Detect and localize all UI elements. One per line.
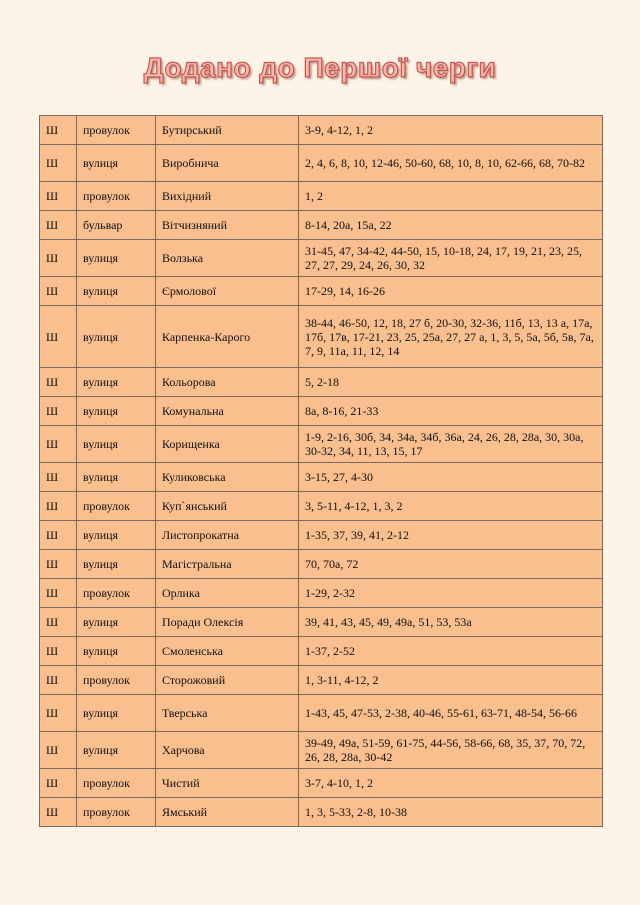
- house-numbers-cell: 1-43, 45, 47-53, 2-38, 40-46, 55-61, 63-71, 48-54, 56-66: [299, 695, 603, 732]
- district-cell: Ш: [40, 463, 77, 492]
- street-name-cell: Комунальна: [156, 397, 299, 426]
- table-row: [40, 240, 603, 277]
- table-row: [40, 608, 603, 637]
- page-title: Додано до Першої черги: [143, 52, 497, 83]
- table-row: [40, 550, 603, 579]
- house-numbers-cell: 38-44, 46-50, 12, 18, 27 б, 20-30, 32-36, 11б, 13, 13 а, 17а, 17б, 17в, 17-21, 23, 25, 25а, 27, 27 а, 1, 3, 5, 5а, 5б, 5в, 7а, 7, 9, 11а, 11, 12, 14: [299, 306, 603, 368]
- house-numbers-cell: 5, 2-18: [299, 368, 603, 397]
- street-name-cell: Сторожовий: [156, 666, 299, 695]
- street-name-cell: Чистий: [156, 769, 299, 798]
- street-name-cell: Смоленська: [156, 637, 299, 666]
- street-type-cell: вулиця: [77, 240, 156, 277]
- house-numbers-cell: 31-45, 47, 34-42, 44-50, 15, 10-18, 24, 17, 19, 21, 23, 25, 27, 27, 29, 24, 26, 30, 32: [299, 240, 603, 277]
- table-row: [40, 695, 603, 732]
- street-name-cell: Виробнича: [156, 145, 299, 182]
- street-type-cell: вулиця: [77, 637, 156, 666]
- district-cell: Ш: [40, 521, 77, 550]
- table-row: [40, 579, 603, 608]
- table-row: [40, 211, 603, 240]
- street-type-cell: провулок: [77, 666, 156, 695]
- table-row: [40, 145, 603, 182]
- table-row: [40, 521, 603, 550]
- house-numbers-cell: 2, 4, 6, 8, 10, 12-46, 50-60, 68, 10, 8, 10, 62-66, 68, 70-82: [299, 145, 603, 182]
- house-numbers-cell: 1-29, 2-32: [299, 579, 603, 608]
- street-name-cell: Волзька: [156, 240, 299, 277]
- street-type-cell: провулок: [77, 116, 156, 145]
- district-cell: Ш: [40, 695, 77, 732]
- street-type-cell: вулиця: [77, 426, 156, 463]
- district-cell: Ш: [40, 277, 77, 306]
- district-cell: Ш: [40, 306, 77, 368]
- street-name-cell: Вихідний: [156, 182, 299, 211]
- district-cell: Ш: [40, 116, 77, 145]
- street-name-cell: Єрмолової: [156, 277, 299, 306]
- street-type-cell: вулиця: [77, 277, 156, 306]
- street-name-cell: Вітчизняний: [156, 211, 299, 240]
- street-name-cell: Кольорова: [156, 368, 299, 397]
- district-cell: Ш: [40, 666, 77, 695]
- street-name-cell: Тверська: [156, 695, 299, 732]
- table-row: [40, 666, 603, 695]
- street-name-cell: Поради Олексія: [156, 608, 299, 637]
- table-row: [40, 798, 603, 827]
- house-numbers-cell: 3, 5-11, 4-12, 1, 3, 2: [299, 492, 603, 521]
- table-row: [40, 397, 603, 426]
- house-numbers-cell: 8-14, 20а, 15а, 22: [299, 211, 603, 240]
- district-cell: Ш: [40, 769, 77, 798]
- street-name-cell: Орлика: [156, 579, 299, 608]
- street-type-cell: провулок: [77, 798, 156, 827]
- street-type-cell: вулиця: [77, 695, 156, 732]
- table-row: [40, 637, 603, 666]
- street-type-cell: вулиця: [77, 145, 156, 182]
- street-type-cell: провулок: [77, 579, 156, 608]
- table-row: [40, 732, 603, 769]
- street-type-cell: провулок: [77, 492, 156, 521]
- table-row: [40, 426, 603, 463]
- street-name-cell: Корищенка: [156, 426, 299, 463]
- street-type-cell: вулиця: [77, 306, 156, 368]
- table-row: [40, 492, 603, 521]
- street-type-cell: провулок: [77, 769, 156, 798]
- street-name-cell: Куликовська: [156, 463, 299, 492]
- district-cell: Ш: [40, 240, 77, 277]
- house-numbers-cell: 39-49, 49а, 51-59, 61-75, 44-56, 58-66, 68, 35, 37, 70, 72, 26, 28, 28а, 30-42: [299, 732, 603, 769]
- house-numbers-cell: 1, 3, 5-33, 2-8, 10-38: [299, 798, 603, 827]
- district-cell: Ш: [40, 145, 77, 182]
- table-row: [40, 463, 603, 492]
- table-row: [40, 769, 603, 798]
- house-numbers-cell: 70, 70а, 72: [299, 550, 603, 579]
- table-row: [40, 368, 603, 397]
- table-row: [40, 182, 603, 211]
- street-type-cell: вулиця: [77, 608, 156, 637]
- house-numbers-cell: 3-9, 4-12, 1, 2: [299, 116, 603, 145]
- district-cell: Ш: [40, 608, 77, 637]
- house-numbers-cell: 1-9, 2-16, 30б, 34, 34а, 34б, 36а, 24, 26, 28, 28а, 30, 30а, 30-32, 34, 11, 13, 15, 17: [299, 426, 603, 463]
- house-numbers-cell: 39, 41, 43, 45, 49, 49а, 51, 53, 53а: [299, 608, 603, 637]
- street-type-cell: вулиця: [77, 397, 156, 426]
- district-cell: Ш: [40, 492, 77, 521]
- street-name-cell: Ямський: [156, 798, 299, 827]
- street-name-cell: Карпенка-Карого: [156, 306, 299, 368]
- house-numbers-cell: 17-29, 14, 16-26: [299, 277, 603, 306]
- street-type-cell: бульвар: [77, 211, 156, 240]
- table-row: [40, 306, 603, 368]
- house-numbers-cell: 1-35, 37, 39, 41, 2-12: [299, 521, 603, 550]
- street-name-cell: Магістральна: [156, 550, 299, 579]
- street-type-cell: вулиця: [77, 463, 156, 492]
- street-type-cell: вулиця: [77, 550, 156, 579]
- house-numbers-cell: 1, 2: [299, 182, 603, 211]
- house-numbers-cell: 1-37, 2-52: [299, 637, 603, 666]
- district-cell: Ш: [40, 637, 77, 666]
- house-numbers-cell: 1, 3-11, 4-12, 2: [299, 666, 603, 695]
- district-cell: Ш: [40, 211, 77, 240]
- house-numbers-cell: 3-15, 27, 4-30: [299, 463, 603, 492]
- district-cell: Ш: [40, 579, 77, 608]
- district-cell: Ш: [40, 798, 77, 827]
- district-cell: Ш: [40, 182, 77, 211]
- table-row: [40, 277, 603, 306]
- district-cell: Ш: [40, 426, 77, 463]
- district-cell: Ш: [40, 550, 77, 579]
- street-name-cell: Куп`янський: [156, 492, 299, 521]
- street-type-cell: вулиця: [77, 732, 156, 769]
- district-cell: Ш: [40, 368, 77, 397]
- table-row: [40, 116, 603, 145]
- street-name-cell: Харчова: [156, 732, 299, 769]
- street-type-cell: вулиця: [77, 521, 156, 550]
- street-type-cell: вулиця: [77, 368, 156, 397]
- district-cell: Ш: [40, 397, 77, 426]
- street-name-cell: Бутирський: [156, 116, 299, 145]
- street-type-cell: провулок: [77, 182, 156, 211]
- district-cell: Ш: [40, 732, 77, 769]
- street-name-cell: Листопрокатна: [156, 521, 299, 550]
- house-numbers-cell: 8а, 8-16, 21-33: [299, 397, 603, 426]
- address-table: [39, 115, 603, 827]
- house-numbers-cell: 3-7, 4-10, 1, 2: [299, 769, 603, 798]
